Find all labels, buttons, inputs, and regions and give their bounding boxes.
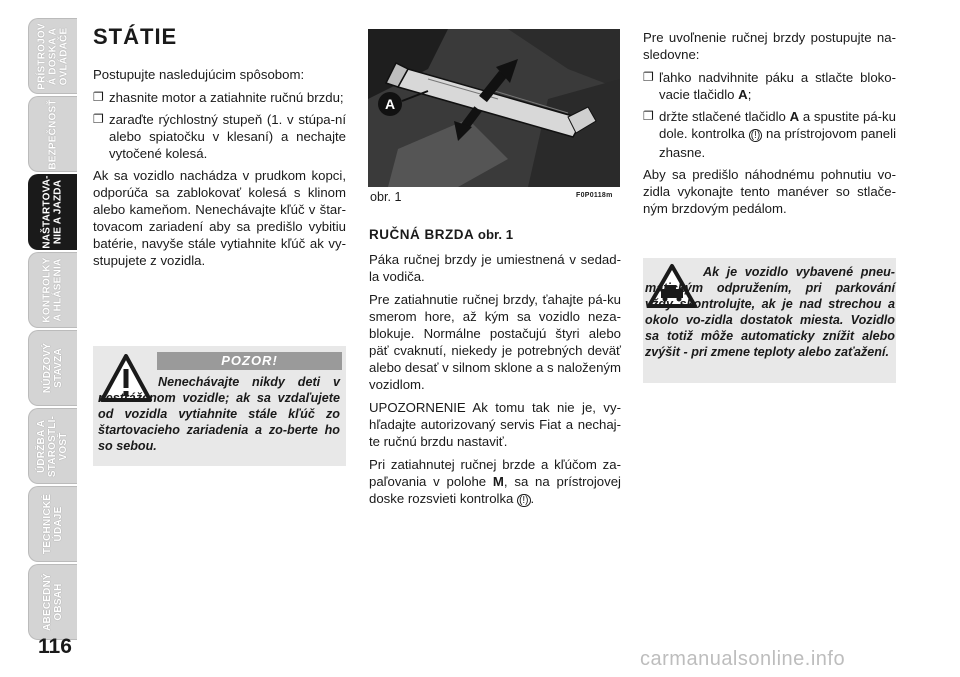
list-item: ❐ ľahko nadvihnite páku a stlačte bloko-vacie tlačidlo A;	[643, 70, 896, 102]
paragraph: Aby sa predišlo náhodnému pohnutiu vo-zidla vykonajte tento manéver so stlače-ným brzdovým pedálom.	[643, 167, 896, 216]
tab-nastartovanie-a-jazda[interactable]: NAŠTARTOVA- NIE A JAZDA	[28, 174, 77, 250]
column-1	[93, 66, 346, 275]
column-2	[369, 226, 621, 515]
warning-label: POZOR!	[157, 352, 342, 370]
figure-code: F0P0118m	[576, 192, 613, 199]
list-item: ❐ zhasnite motor a zatiahnite ručnú brzdu;	[93, 90, 344, 105]
warning-text: Nenechávajte nikdy deti v nestráženom vozidle; ak sa vzdaľujete od vozidla vytiahnite stále kľúč zo štartovacieho zariadenia a zo-berte ho so sebou.	[98, 375, 340, 453]
figure-caption: obr. 1	[370, 190, 402, 204]
watermark: carmanualsonline.info	[640, 648, 846, 670]
brake-warning-lamp-icon: (!)	[519, 495, 529, 506]
section-heading: RUČNÁ BRZDA obr. 1	[369, 227, 514, 242]
checkbox-bullet-icon: ❐	[93, 90, 104, 104]
tab-pristrojova-doska[interactable]: PRÍSTROJOV Á DOSKA A OVLÁDAČE	[28, 18, 77, 94]
paragraph: Pri zatiahnutej ručnej brzde a kľúčom za-paľovania v polohe M, sa na prístrojovej doske rozsvieti kontrolka (!) .	[369, 457, 621, 506]
handbrake-figure	[368, 29, 620, 187]
tab-kontrolky-a-hlasenia[interactable]: KONTROLKY A HLÁSENIA	[28, 252, 77, 328]
brake-warning-lamp-icon: (!)	[750, 130, 761, 141]
list-item: ❐ zaraďte rýchlostný stupeň (1. v stúpa-ní alebo spiatočku v klesaní) a nechajte vytočené kolesá.	[93, 112, 346, 161]
list-item: ❐ držte stlačené tlačidlo A a spustite pá-ku dole. kontrolka (!) na prístrojovom paneli zhasne.	[643, 109, 896, 160]
paragraph: Pre zatiahnutie ručnej brzdy, ťahajte pá-ku smerom hore, až kým sa vozidlo neza-blokuje. Normálne postačujú štyri alebo päť cvaknutí, niekedy je potrebných deväť alebo desať v silnom sklone a s naloženým vozidlom.	[369, 292, 621, 392]
checkbox-bullet-icon: ❐	[643, 109, 654, 123]
tab-nudzovy-stav[interactable]: NÚDZOVÝ STAVZA	[28, 330, 77, 406]
figure-marker-a: A	[384, 96, 396, 112]
checkbox-bullet-icon: ❐	[93, 112, 104, 126]
tab-bezpecnost[interactable]: BEZPEČNOSŤ	[28, 96, 77, 172]
column-3	[643, 29, 896, 223]
paragraph: UPOZORNENIE Ak tomu tak nie je, vy-hľadajte autorizovaný servis Fiat a nechaj-te ručnú brzdu nastaviť.	[369, 400, 621, 449]
checkbox-bullet-icon: ❐	[643, 70, 654, 84]
intro-text: Postupujte nasledujúcim spôsobom:	[93, 67, 305, 82]
page-number: 116	[38, 635, 72, 658]
tab-technicke-udaje[interactable]: TECHNICKÉ ÚDAJE	[28, 486, 77, 562]
paragraph: Páka ručnej brzdy je umiestnená v sedad-la vodiča.	[369, 252, 621, 284]
page-title: STÁTIE	[93, 24, 178, 49]
paragraph: Ak sa vozidlo nachádza v prudkom kopci, odporúča sa zablokovať kolesá s klinom alebo kameňom. Nenechávajte kľúč v štar-tovacom zariadení aby sa predišlo vybitiu batérie, navyše stále vytiahnite kľúč ak vy-stupujete z vozidla.	[93, 168, 346, 268]
intro-text: Pre uvoľnenie ručnej brzdy postupujte na-sledovne:	[643, 30, 896, 62]
tab-abecedny-obsah[interactable]: ABECEDNÝ OBSAH	[28, 564, 77, 640]
handbrake-illustration	[368, 29, 620, 187]
tab-udrzba[interactable]: ÚDRŽBA A STAROSTLI- VOSŤ	[28, 408, 77, 484]
suspension-note-text: Ak je vozidlo vybavené pneu-matickým odpružením, pri parkování vždy skontrolujte, ak je nad strechou a okolo vo-zidla dostatok miesta. Vozidlo sa totiž môže automaticky znížit alebo zvýšit - pri zmene teploty alebo zaťažení.	[645, 265, 895, 359]
